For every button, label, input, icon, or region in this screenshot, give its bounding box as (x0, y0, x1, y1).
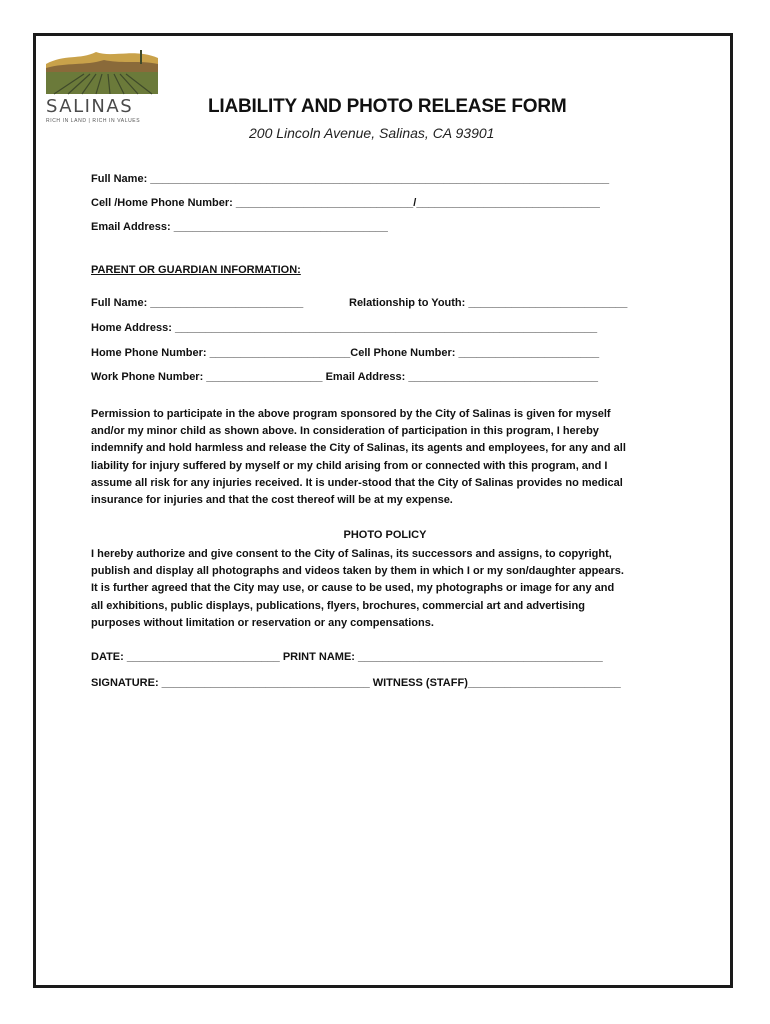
form-title: LIABILITY AND PHOTO RELEASE FORM (208, 96, 567, 117)
photo-policy-line: all exhibitions, public displays, publications, flyers, brochures, commercial art and advertising (91, 599, 585, 612)
photo-policy-paragraph (91, 546, 681, 632)
guardian-heading: PARENT OR GUARDIAN INFORMATION: (91, 264, 301, 276)
photo-policy-heading: PHOTO POLICY (343, 529, 427, 541)
logo-tower (140, 50, 142, 64)
permission-line: Permission to participate in the above program sponsored by the City of Salinas is given for myself (91, 408, 611, 420)
guardian-full-name-field[interactable]: Full Name: _________________________ (91, 297, 304, 309)
permission-paragraph (91, 406, 681, 509)
phone-field[interactable]: Cell /Home Phone Number: _____________________________/______________________________ (91, 197, 600, 209)
form-address: 200 Lincoln Avenue, Salinas, CA 93901 (249, 125, 495, 141)
photo-policy-line: It is further agreed that the City may use, or cause to be used, my photographs or image for any and (91, 582, 615, 595)
logo-wordmark: SALINAS (46, 96, 134, 117)
permission-line: assume all risk for any injuries received. It is under-stood that the City of Salinas provides no medical (91, 476, 623, 489)
permission-line: indemnify and hold harmless and release the City of Salinas, its agents and employees, for any and all (91, 442, 626, 455)
email-field[interactable]: Email Address: ___________________________________ (91, 221, 388, 233)
photo-policy-line: publish and display all photographs and videos taken by them in which I or my son/daughter appears. (91, 565, 624, 578)
photo-policy-line: purposes without limitation or reservation or any compensations. (91, 616, 434, 629)
permission-line: and/or my minor child as shown above. In consideration of participation in this program, I hereby (91, 425, 599, 438)
relationship-field[interactable]: Relationship to Youth: __________________________ (349, 297, 628, 309)
permission-line: insurance for injuries and that the cost thereof will be at my expense. (91, 494, 453, 507)
logo-tagline: RICH IN LAND | RICH IN VALUES (46, 118, 141, 124)
full-name-field[interactable]: Full Name: ___________________________________________________________________________ (91, 173, 610, 185)
work-phone-email-field[interactable]: Work Phone Number: ___________________ Email Address: _______________________________ (91, 371, 598, 383)
date-print-name-field[interactable]: DATE: _________________________ PRINT NAME: ________________________________________ (91, 651, 603, 663)
home-address-field[interactable]: Home Address: _____________________________________________________________________ (91, 322, 598, 334)
home-cell-phone-field[interactable]: Home Phone Number: _______________________Cell Phone Number: _______________________ (91, 347, 600, 359)
signature-witness-field[interactable]: SIGNATURE: __________________________________ WITNESS (STAFF)_________________________ (91, 677, 621, 689)
photo-policy-line: I hereby authorize and give consent to the City of Salinas, its successors and assigns, to copyright, (91, 548, 612, 560)
permission-line: liability for injury suffered by myself or my child arising from or connected with this program, and I (91, 459, 608, 472)
